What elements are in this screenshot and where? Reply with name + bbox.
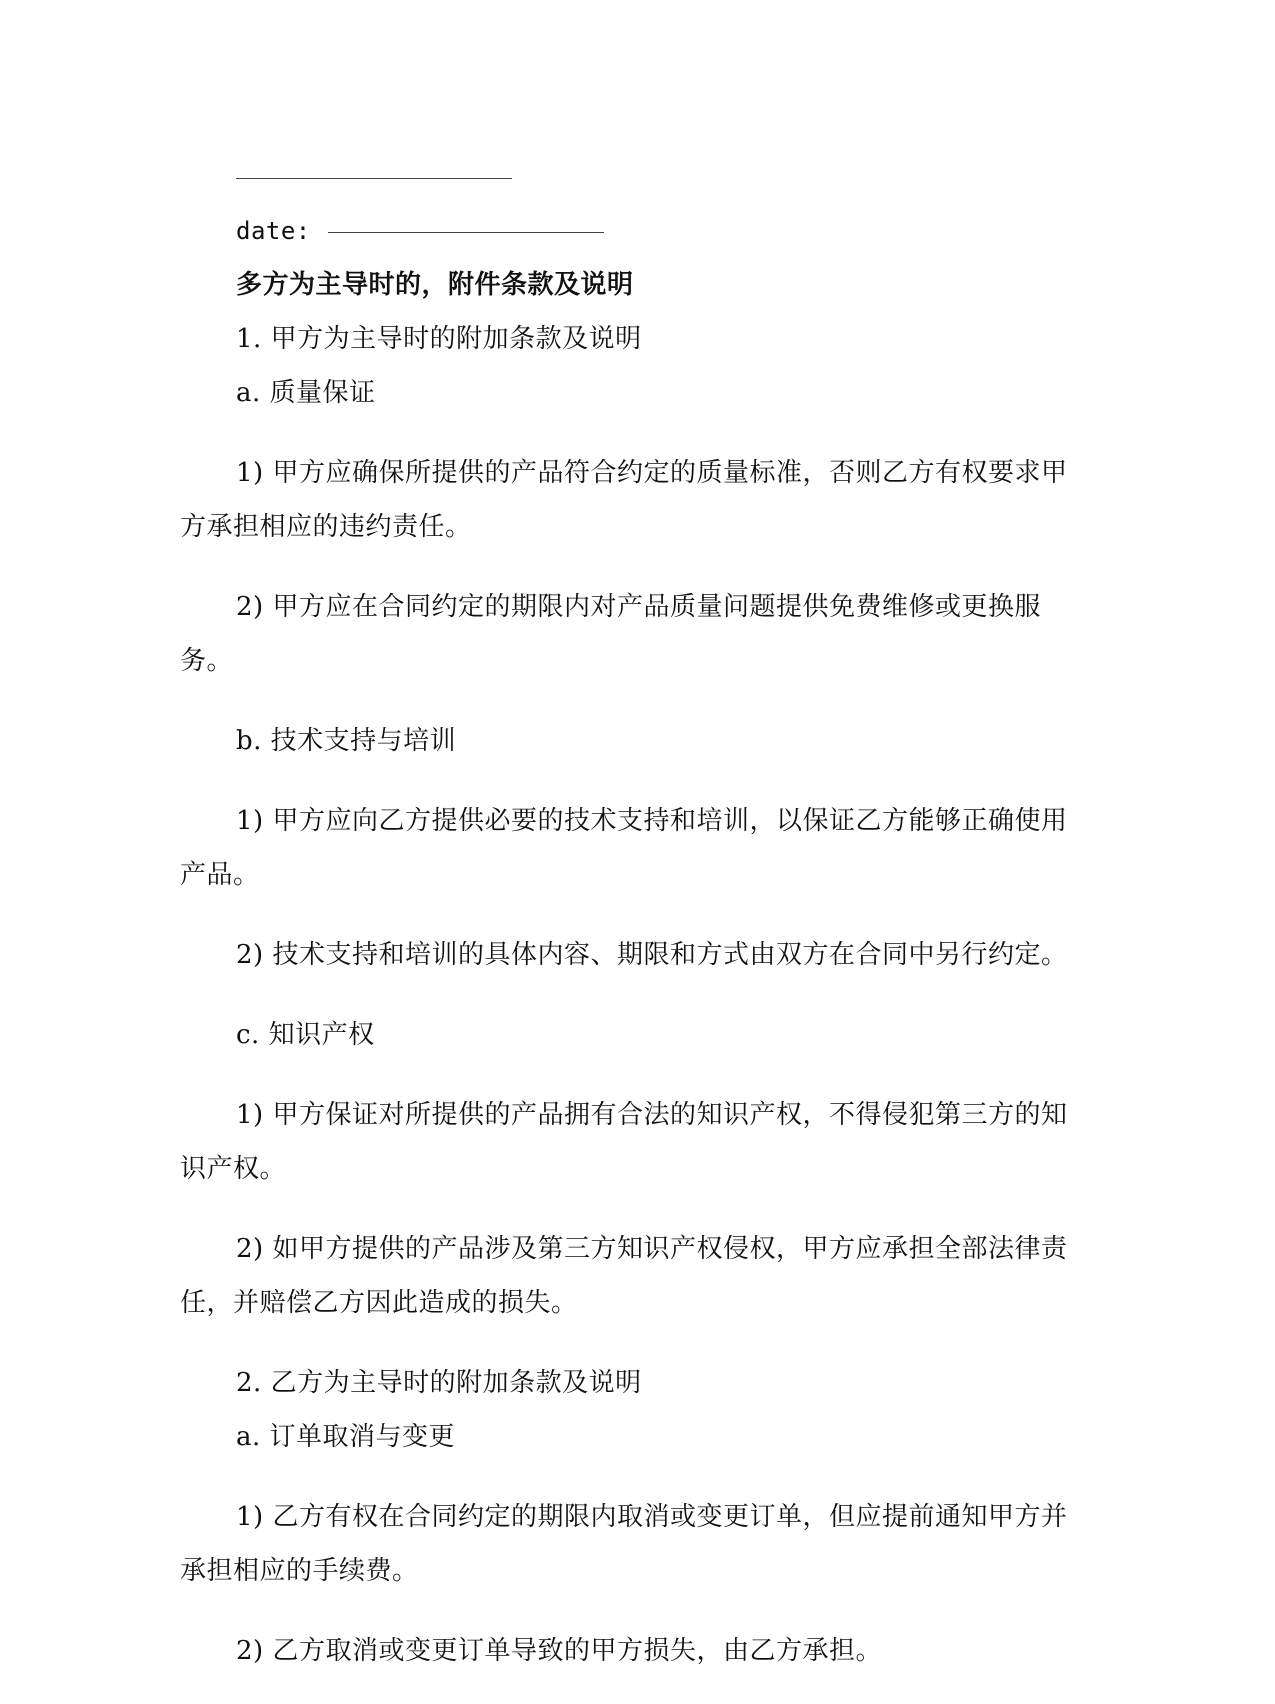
section-2a-title: a. 订单取消与变更 bbox=[236, 1422, 456, 1452]
section-2a-item-1: 1) 乙方有权在合同约定的期限内取消或变更订单，但应提前通知甲方并承担相应的手续费。 bbox=[180, 1502, 1068, 1586]
section-2a-item-2: 2) 乙方取消或变更订单导致的甲方损失，由乙方承担。 bbox=[236, 1636, 882, 1666]
section-1a-title: a. 质量保证 bbox=[236, 378, 376, 408]
date-label: date: bbox=[236, 217, 311, 245]
section-1a-item-2: 2) 甲方应在合同约定的期限内对产品质量问题提供免费维修或更换服务。 bbox=[180, 592, 1041, 676]
signature-blank bbox=[236, 152, 512, 179]
date-line bbox=[180, 204, 1080, 258]
signature-line bbox=[180, 150, 1080, 204]
document-body bbox=[180, 150, 1080, 1704]
document-heading: 多方为主导时的，附件条款及说明 bbox=[236, 270, 634, 300]
date-blank bbox=[328, 206, 604, 233]
section-1c-item-1: 1) 甲方保证对所提供的产品拥有合法的知识产权，不得侵犯第三方的知识产权。 bbox=[180, 1100, 1068, 1184]
section-1c-title: c. 知识产权 bbox=[236, 1020, 375, 1050]
section-1b-item-1: 1) 甲方应向乙方提供必要的技术支持和培训，以保证乙方能够正确使用产品。 bbox=[180, 806, 1068, 890]
section-1-title: 1. 甲方为主导时的附加条款及说明 bbox=[236, 324, 642, 354]
section-1a-item-1: 1) 甲方应确保所提供的产品符合约定的质量标准，否则乙方有权要求甲方承担相应的违约责任。 bbox=[180, 458, 1068, 542]
section-1c-item-2: 2) 如甲方提供的产品涉及第三方知识产权侵权，甲方应承担全部法律责任，并赔偿乙方因此造成的损失。 bbox=[180, 1234, 1068, 1318]
section-1b-item-2: 2) 技术支持和培训的具体内容、期限和方式由双方在合同中另行约定。 bbox=[236, 940, 1068, 970]
section-1b-title: b. 技术支持与培训 bbox=[236, 726, 457, 756]
section-2-title: 2. 乙方为主导时的附加条款及说明 bbox=[236, 1368, 642, 1398]
